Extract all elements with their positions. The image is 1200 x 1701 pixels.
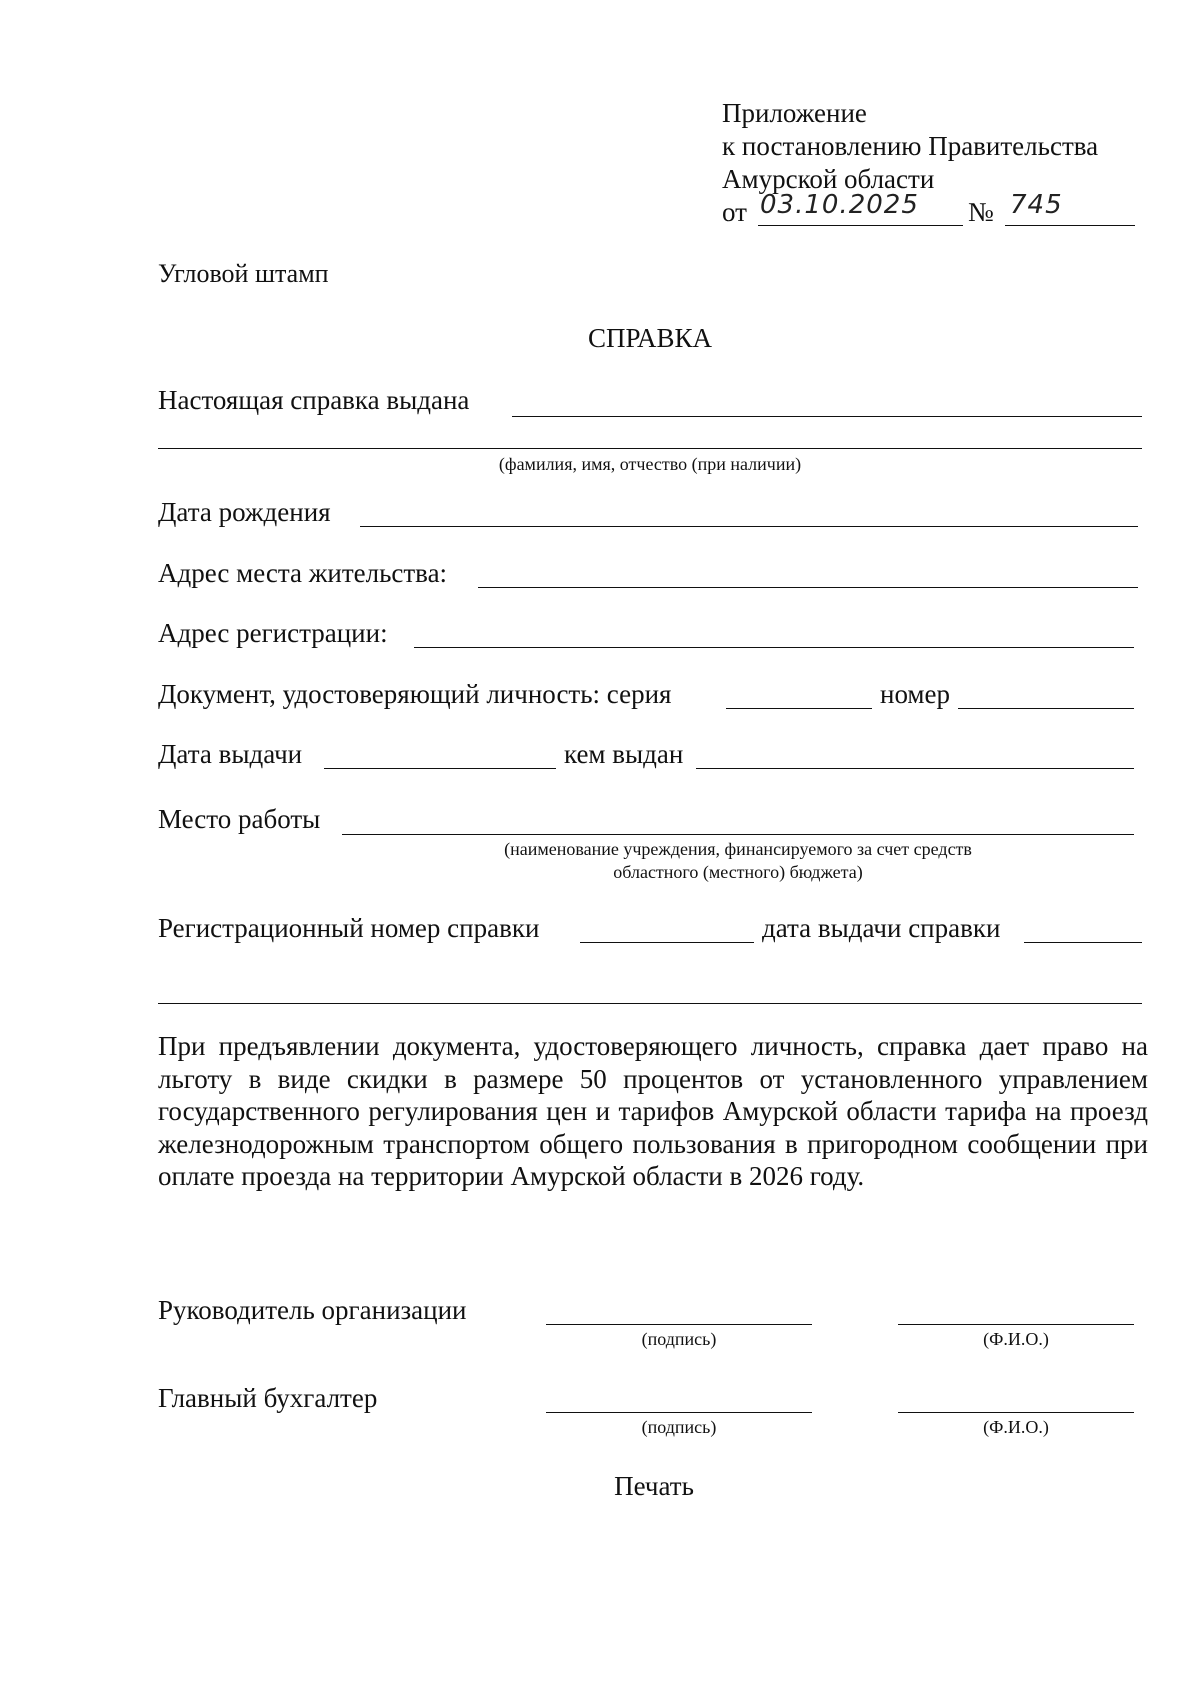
document-title: СПРАВКА	[587, 323, 713, 353]
head-fio-caption: (Ф.И.О.)	[983, 1329, 1049, 1349]
number-underline	[1005, 225, 1135, 226]
workplace-line[interactable]	[342, 834, 1134, 835]
issued-to-line[interactable]	[512, 416, 1142, 417]
registration-address-line[interactable]	[414, 647, 1134, 648]
fio-caption: (фамилия, имя, отчество (при наличии)	[498, 454, 802, 474]
issued-by-label: кем выдан	[564, 739, 684, 769]
appendix-label: Приложение	[722, 98, 867, 128]
region-label: Амурской области	[722, 164, 935, 194]
corner-stamp-label: Угловой штамп	[158, 259, 329, 288]
reg-number-label: Регистрационный номер справки	[158, 913, 540, 943]
cert-issue-date-line[interactable]	[1024, 942, 1142, 943]
accountant-fio-caption: (Ф.И.О.)	[983, 1417, 1049, 1437]
workplace-caption-1: (наименование учреждения, финансируемого за счет средств	[504, 839, 972, 859]
head-signature-line[interactable]	[546, 1324, 812, 1325]
blank-line[interactable]	[158, 1003, 1142, 1004]
residence-address-label: Адрес места жительства:	[158, 558, 448, 588]
number-sign: №	[968, 197, 994, 227]
birth-date-label: Дата рождения	[158, 497, 331, 527]
issue-date-label: Дата выдачи	[158, 739, 303, 769]
accountant-fio-line[interactable]	[898, 1412, 1134, 1413]
fio-line[interactable]	[158, 448, 1142, 449]
resolution-label: к постановлению Правительства	[722, 131, 1099, 161]
cert-issue-date-label: дата выдачи справки	[762, 913, 1001, 943]
issued-by-line[interactable]	[696, 768, 1134, 769]
handwritten-number: 745	[1010, 190, 1063, 220]
head-fio-line[interactable]	[898, 1324, 1134, 1325]
birth-date-line[interactable]	[360, 526, 1138, 527]
id-document-label: Документ, удостоверяющий личность: серия	[158, 679, 672, 709]
handwritten-date: 03.10.2025	[760, 190, 919, 220]
residence-address-line[interactable]	[478, 587, 1138, 588]
head-label: Руководитель организации	[158, 1295, 467, 1325]
benefit-paragraph: При предъявлении документа, удостоверяющего личность, справка дает право на льготу в виде скидки в размере 50 процентов от установленного управлением государственного регулирования цен и тарифов Амурской области тарифа на проезд железнодорожным транспортом общего пользования в пригородном сообщении при оплате проезда на территории Амурской области в 2026 году.	[158, 1031, 1148, 1191]
accountant-signature-caption: (подпись)	[641, 1417, 717, 1437]
date-underline	[758, 225, 963, 226]
issued-to-label: Настоящая справка выдана	[158, 385, 470, 415]
from-prefix: от	[722, 197, 747, 227]
workplace-caption-2: областного (местного) бюджета)	[613, 862, 863, 882]
id-series-line[interactable]	[726, 708, 872, 709]
seal-label: Печать	[614, 1471, 694, 1501]
chief-accountant-label: Главный бухгалтер	[158, 1383, 378, 1413]
workplace-label: Место работы	[158, 804, 321, 834]
registration-address-label: Адрес регистрации:	[158, 618, 388, 648]
issue-date-line[interactable]	[324, 768, 556, 769]
reg-number-line[interactable]	[580, 942, 754, 943]
head-signature-caption: (подпись)	[641, 1329, 717, 1349]
id-number-line[interactable]	[958, 708, 1134, 709]
accountant-signature-line[interactable]	[546, 1412, 812, 1413]
id-number-label: номер	[880, 679, 951, 709]
